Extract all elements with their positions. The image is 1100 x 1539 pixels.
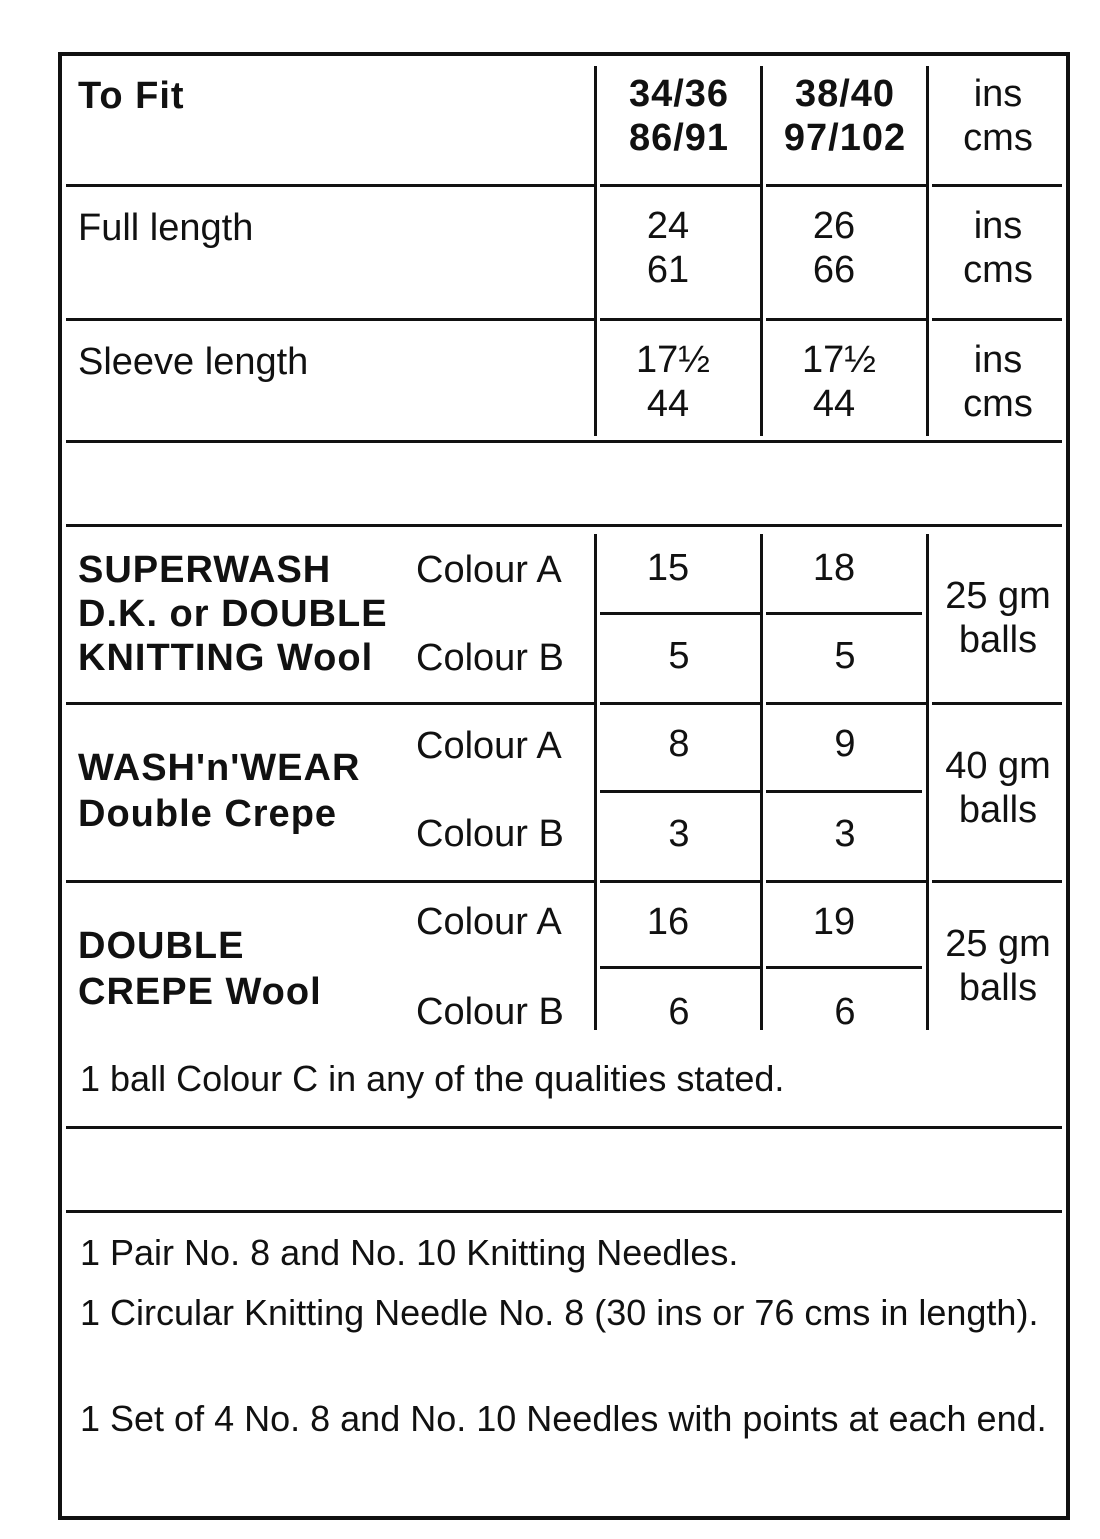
row-divider [600, 880, 760, 883]
yarn2-a-size2: 9 [834, 723, 856, 765]
row-divider [932, 184, 1062, 187]
yarn1-ball-unit: balls [958, 619, 1038, 661]
yarn2-ball-weight: 40 gm [945, 745, 1051, 787]
section-divider [66, 524, 1062, 527]
yarn1-a-size1: 15 [646, 547, 690, 589]
colour-b-label: Colour B [416, 991, 564, 1033]
yarn2-ball-unit: balls [958, 789, 1038, 831]
yarn3-b-size1: 6 [668, 991, 690, 1033]
column-divider [926, 66, 929, 436]
column-divider [594, 534, 597, 1030]
full-length-unit-cms: cms [963, 249, 1033, 291]
cell-divider [766, 612, 922, 615]
sleeve-length-unit-cms: cms [963, 383, 1033, 425]
row-divider [66, 184, 594, 187]
colour-a-label: Colour A [416, 549, 562, 591]
colour-a-label: Colour A [416, 725, 562, 767]
column-divider [926, 534, 929, 1030]
full-length-unit-ins: ins [973, 205, 1023, 247]
row-divider [932, 702, 1062, 705]
row-divider [600, 184, 760, 187]
yarn-name-line: Double Crepe [78, 793, 338, 835]
size1-cms: 86/91 [628, 117, 730, 159]
needles-item: 1 Pair No. 8 and No. 10 Knitting Needles. [80, 1232, 739, 1273]
yarn1-b-size2: 5 [834, 635, 856, 677]
sleeve-length-label: Sleeve length [78, 341, 309, 383]
yarn-name-line: CREPE Wool [78, 971, 322, 1013]
column-divider [760, 534, 763, 1030]
to-fit-label: To Fit [78, 75, 185, 117]
row-divider [66, 702, 594, 705]
cell-divider [600, 612, 760, 615]
size2-cms: 97/102 [783, 117, 907, 159]
yarn3-ball-weight: 25 gm [945, 923, 1051, 965]
yarn1-a-size2: 18 [812, 547, 856, 589]
cell-divider [766, 966, 922, 969]
row-divider [766, 318, 926, 321]
column-divider [760, 66, 763, 436]
size1-ins: 34/36 [628, 73, 730, 115]
yarn3-ball-unit: balls [958, 967, 1038, 1009]
row-divider [66, 318, 594, 321]
section-divider [66, 440, 1062, 443]
full-length-size1-cms: 61 [646, 249, 690, 291]
full-length-label: Full length [78, 207, 254, 249]
full-length-size2-ins: 26 [812, 205, 856, 247]
unit-ins: ins [973, 73, 1023, 115]
sleeve-length-size1-cms: 44 [646, 383, 690, 425]
needles-item: 1 Circular Knitting Needle No. 8 (30 ins or 76 cms in length). [80, 1292, 1039, 1333]
sleeve-length-unit-ins: ins [973, 339, 1023, 381]
sleeve-length-size1-ins: 17½ [636, 339, 710, 381]
cell-divider [600, 790, 760, 793]
sleeve-length-size2-cms: 44 [812, 383, 856, 425]
row-divider [600, 702, 760, 705]
row-divider [66, 880, 594, 883]
yarn2-b-size2: 3 [834, 813, 856, 855]
yarn-name-line: WASH'n'WEAR [78, 747, 361, 789]
colour-a-label: Colour A [416, 901, 562, 943]
yarn-name-line: DOUBLE [78, 925, 245, 967]
colour-b-label: Colour B [416, 813, 564, 855]
yarn3-a-size1: 16 [646, 901, 690, 943]
size2-ins: 38/40 [794, 73, 896, 115]
yarn2-b-size1: 3 [668, 813, 690, 855]
yarn-name-line: SUPERWASH [78, 549, 332, 591]
yarn-name-line: KNITTING Wool [78, 637, 374, 679]
yarn3-b-size2: 6 [834, 991, 856, 1033]
section-divider [66, 1126, 1062, 1129]
row-divider [600, 318, 760, 321]
yarn3-a-size2: 19 [812, 901, 856, 943]
yarn1-ball-weight: 25 gm [945, 575, 1051, 617]
cell-divider [766, 790, 922, 793]
row-divider [766, 880, 926, 883]
column-divider [594, 66, 597, 436]
full-length-size2-cms: 66 [812, 249, 856, 291]
colour-b-label: Colour B [416, 637, 564, 679]
row-divider [766, 184, 926, 187]
cell-divider [600, 966, 760, 969]
row-divider [932, 880, 1062, 883]
section-divider [66, 1210, 1062, 1213]
yarn-name-line: D.K. or DOUBLE [78, 593, 388, 635]
colour-c-note: 1 ball Colour C in any of the qualities stated. [80, 1058, 785, 1099]
yarn2-a-size1: 8 [668, 723, 690, 765]
full-length-size1-ins: 24 [646, 205, 690, 247]
row-divider [932, 318, 1062, 321]
yarn1-b-size1: 5 [668, 635, 690, 677]
sleeve-length-size2-ins: 17½ [802, 339, 876, 381]
row-divider [766, 702, 926, 705]
unit-cms: cms [963, 117, 1033, 159]
needles-item: 1 Set of 4 No. 8 and No. 10 Needles with points at each end. [80, 1398, 1047, 1439]
